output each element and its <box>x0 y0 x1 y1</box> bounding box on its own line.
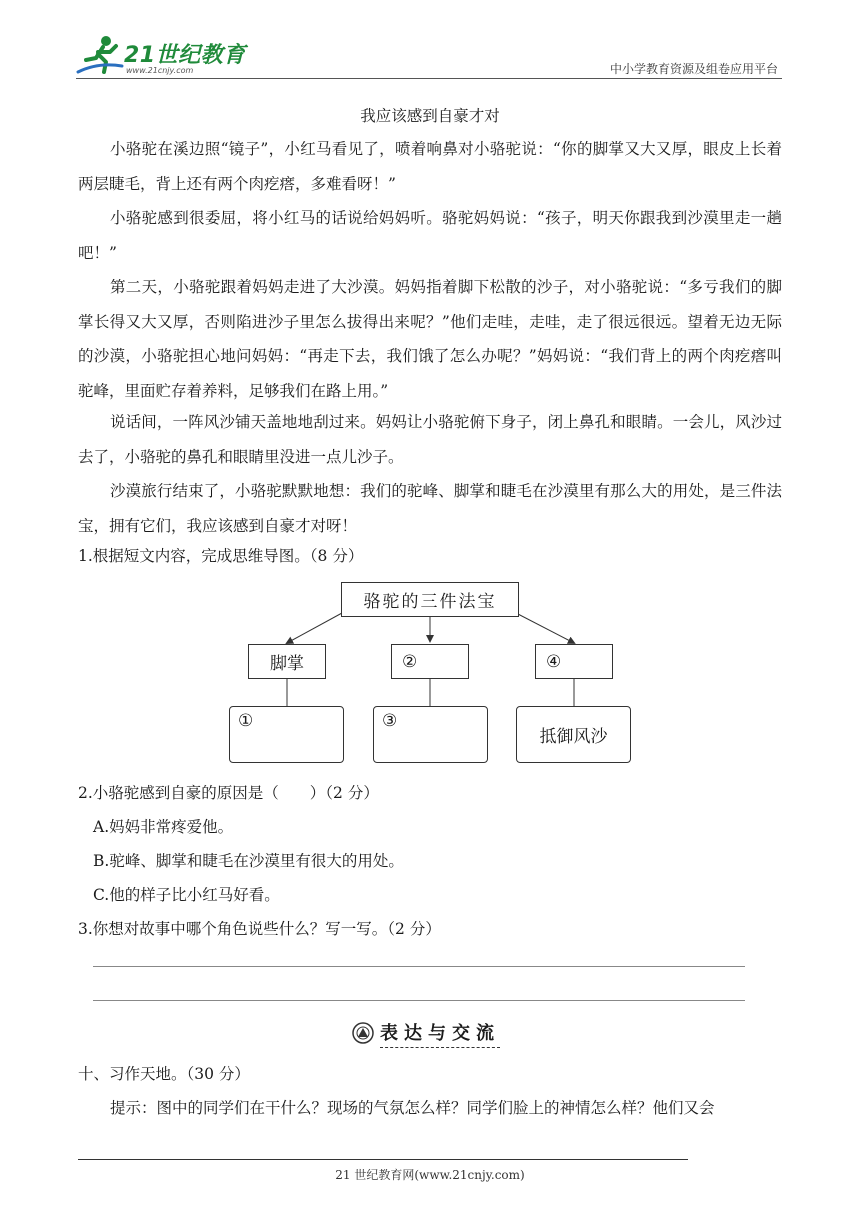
mind-map-blank-3[interactable]: ③ <box>373 706 488 763</box>
mind-map-node-sandstorm: 抵御风沙 <box>516 706 631 763</box>
question-1-prompt: 1.根据短文内容，完成思维导图。（8 分） <box>78 547 364 565</box>
section-banner <box>352 1018 500 1048</box>
mind-map-node-feet: 脚掌 <box>248 644 326 679</box>
section-badge-icon <box>352 1022 374 1044</box>
answer-line-1[interactable] <box>93 966 745 967</box>
logo-text: 21世纪教育 <box>124 43 246 68</box>
option-a[interactable]: A.妈妈非常疼爱他。 <box>93 818 234 836</box>
passage-paragraph-3: 第二天，小骆驼跟着妈妈走进了大沙漠。妈妈指着脚下松散的沙子，对小骆驼说：“多亏我们的脚掌长得又大又厚，否则陷进沙子里怎么拔得出来呢？”他们走哇，走哇，走了很远很远。望着无边无际的沙漠，小骆驼担心地问妈妈：“再走下去，我们饿了怎么办呢？”妈妈说：“我们背上的两个肉疙瘩叫驼峰，里面贮存着养料，足够我们在路上用。” <box>78 278 782 400</box>
passage-paragraph-4: 说话间，一阵风沙铺天盖地地刮过来。妈妈让小骆驼俯下身子，闭上鼻孔和眼睛。一会儿，风沙过去了，小骆驼的鼻孔和眼睛里没进一点儿沙子。 <box>78 413 782 466</box>
writing-hint: 提示：图中的同学们在干什么？现场的气氛怎么样？同学们脸上的神情怎么样？他们又会 <box>110 1099 715 1117</box>
footer-divider <box>78 1159 688 1160</box>
question-10-prompt: 十、习作天地。（30 分） <box>78 1065 250 1083</box>
mind-map-blank-1[interactable]: ① <box>229 706 344 763</box>
passage-paragraph-1: 小骆驼在溪边照“镜子”，小红马看见了，喷着响鼻对小骆驼说：“你的脚掌又大又厚，眼皮上长着两层睫毛，背上还有两个肉疙瘩，多难看呀！” <box>78 140 782 193</box>
passage-paragraph-2: 小骆驼感到很委屈，将小红马的话说给妈妈听。骆驼妈妈说：“孩子，明天你跟我到沙漠里走一趟吧！” <box>78 209 782 262</box>
mind-map-root: 骆驼的三件法宝 <box>341 582 519 617</box>
option-b[interactable]: B.驼峰、脚掌和睫毛在沙漠里有很大的用处。 <box>93 852 404 870</box>
header-divider <box>76 78 782 79</box>
runner-logo-icon <box>76 32 124 76</box>
logo-url: www.21cnjy.com <box>126 66 194 75</box>
page-header <box>76 28 782 82</box>
platform-label: 中小学教育资源及组卷应用平台 <box>609 62 778 76</box>
passage-paragraph-5: 沙漠旅行结束了，小骆驼默默地想：我们的驼峰、脚掌和睫毛在沙漠里有那么大的用处，是三件法宝，拥有它们，我应该感到自豪才对呀！ <box>78 482 782 535</box>
question-2-prompt: 2.小骆驼感到自豪的原因是（ ）（2 分） <box>78 784 379 802</box>
question-3-prompt: 3.你想对故事中哪个角色说些什么？写一写。（2 分） <box>78 920 441 938</box>
site-logo[interactable] <box>76 32 276 82</box>
option-c[interactable]: C.他的样子比小红马好看。 <box>93 886 280 904</box>
passage-title: 我应该感到自豪才对 <box>360 107 500 125</box>
mind-map-blank-4[interactable]: ④ <box>535 644 613 679</box>
footer-text[interactable]: 21 世纪教育网(www.21cnjy.com) <box>335 1168 525 1182</box>
answer-line-2[interactable] <box>93 1000 745 1001</box>
section-banner-title: 表达与交流 <box>380 1019 500 1048</box>
mind-map-blank-2[interactable]: ② <box>391 644 469 679</box>
